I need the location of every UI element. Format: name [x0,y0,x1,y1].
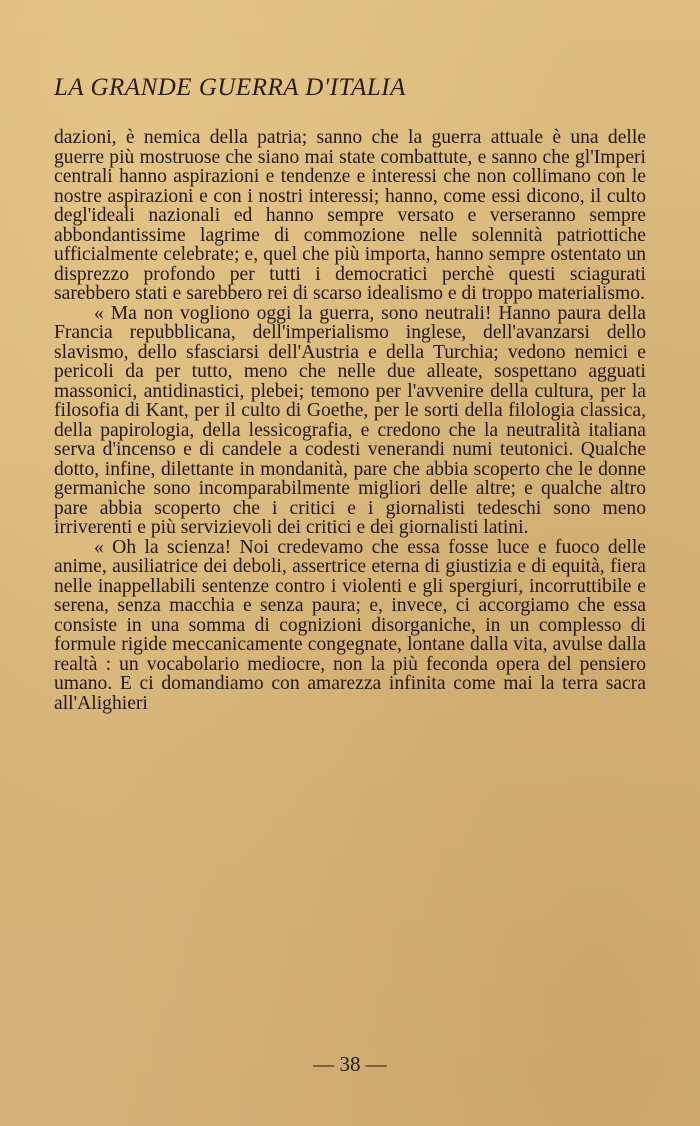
running-title: LA GRANDE GUERRA D'ITALIA [54,74,406,101]
page-number: — 38 — [313,1052,387,1076]
body-text [54,128,646,713]
paragraph: « Oh la scienza! Noi credevamo che essa fosse luce e fuoco delle anime, ausiliatrice dei deboli, assertrice eterna di giustizia e di equità, fiera nelle inappellabili sentenze contro i violenti e gli spergiuri, incorruttibile e serena, senza macchia e senza paura; e, invece, ci accorgiamo che essa consiste in una somma di cognizioni disorganiche, in un complesso di formule rigide meccanicamente congegnate, lontane dalla vita, avulse dalla realtà : un vocabolario mediocre, non la più feconda opera del pensiero umano. E ci domandiamo con amarezza infinita come mai la terra sacra all'Alighieri [54,536,646,714]
paragraph: « Ma non vogliono oggi la guerra, sono neutrali! Hanno paura della Francia repubblicana, dell'imperialismo inglese, dell'avanzarsi dello slavismo, dello sfasciarsi dell'Austria e della Turchia; vedono nemici e pericoli da per tutto, meno che nelle due alleate, sospettano agguati massonici, antidinastici, plebei; temono per l'avvenire della cultura, per la filosofia di Kant, per il culto di Goethe, per le sorti della filologia classica, della papirologia, della lessicografia, e credono che la neutralità italiana serva d'incenso e di candele a codesti venerandi numi teutonici. Qualche dotto, infine, dilettante in mondanità, pare che abbia scoperto che le donne germaniche sono incomparabilmente migliori delle altre; e qualche altro pare abbia scoperto che i critici e i giornalisti tedeschi sono meno irriverenti e più servizievoli dei critici e dei giornalisti latini. [54,302,646,538]
paragraph: dazioni, è nemica della patria; sanno che la guerra attuale è una delle guerre più mostruose che siano mai state combattute, e sanno che gl'Imperi centrali hanno aspirazioni e tendenze e interessi che non collimano con le nostre aspirazioni e con i nostri interessi; hanno, come essi dicono, il culto degl'ideali nazionali ed hanno sempre versato e verseranno sempre abbondantissime lagrime di commozione nelle solennità patriottiche ufficialmente celebrate; e, quel che più importa, hanno sempre ostentato un disprezzo profondo per tutti i democratici perchè questi sciagurati sarebbero stati e sarebbero rei di scarso idealismo e di troppo materialismo. [54,127,646,304]
